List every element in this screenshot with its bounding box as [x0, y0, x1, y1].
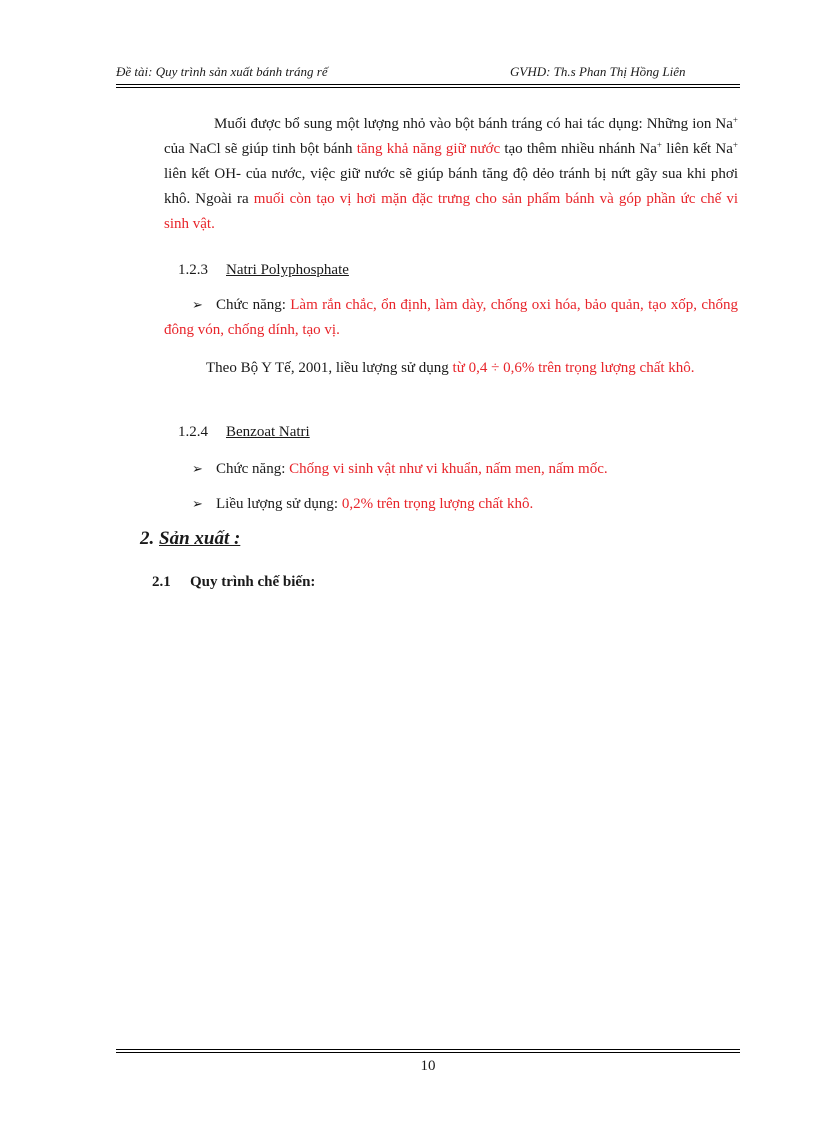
header-rule	[116, 84, 740, 88]
salt-paragraph: Muối được bổ sung một lượng nhỏ vào bột bánh tráng có hai tác dụng: Những ion Na+ của NaCl sẽ giúp tinh bột bánh tăng khả năng giữ nước tạo thêm nhiều nhánh Na+ liên kết Na+ liên kết OH- của nước, việc giữ nước sẽ giúp bánh tăng độ dẻo tránh bị nứt gãy sua khi phơi khô. Ngoài ra muối còn tạo vị hơi mặn đặc trưng cho sản phẩm bánh và góp phần ức chế vi sinh vật.	[164, 115, 738, 232]
benzoate-dosage: ➢ Liều lượng sử dụng: 0,2% trên trọng lượng chất khô.	[192, 491, 533, 517]
polyphosphate-dosage: Theo Bộ Y Tế, 2001, liều lượng sử dụng từ 0,4 ÷ 0,6% trên trọng lượng chất khô.	[206, 360, 695, 376]
section-number: 2.	[140, 528, 155, 549]
highlight-water-retention: tăng khả năng giữ nước	[356, 141, 501, 157]
section-heading-2	[140, 528, 240, 550]
benzoate-function: ➢ Chức năng: Chống vi sinh vật như vi khuẩn, nấm men, nấm mốc.	[192, 456, 608, 482]
arrow-bullet-icon: ➢	[192, 496, 203, 511]
subheading-1-2-4	[178, 424, 310, 441]
subheading-2-1	[152, 574, 315, 591]
page-header	[116, 64, 740, 84]
arrow-bullet-icon: ➢	[192, 297, 203, 312]
subheading-number: 1.2.3	[178, 262, 208, 278]
page-number: 10	[420, 1058, 436, 1074]
subheading-number: 1.2.4	[178, 424, 208, 440]
header-advisor: GVHD: Th.s Phan Thị Hồng Liên	[510, 64, 686, 79]
subheading-title: Quy trình chế biến:	[190, 574, 316, 590]
subheading-number: 2.1	[152, 574, 171, 590]
footer-rule	[116, 1049, 740, 1053]
highlight-salt-effect: muối còn tạo vị hơi mặn đặc trưng cho sản phẩm bánh và góp phần ức chế vi sinh vật.	[164, 191, 738, 232]
arrow-bullet-icon: ➢	[192, 461, 203, 476]
section-title: Sản xuất :	[159, 528, 241, 549]
subheading-title: Natri Polyphosphate	[226, 262, 349, 278]
polyphosphate-function: ➢ Chức năng: Làm rắn chắc, ổn định, làm dày, chống oxi hóa, bảo quản, tạo xốp, chống đông vón, chống dính, tạo vị.	[164, 292, 738, 343]
subheading-1-2-3	[178, 262, 349, 279]
header-topic: Đề tài: Quy trình sản xuất bánh tráng rế	[116, 64, 328, 79]
subheading-title: Benzoat Natri	[226, 424, 310, 440]
